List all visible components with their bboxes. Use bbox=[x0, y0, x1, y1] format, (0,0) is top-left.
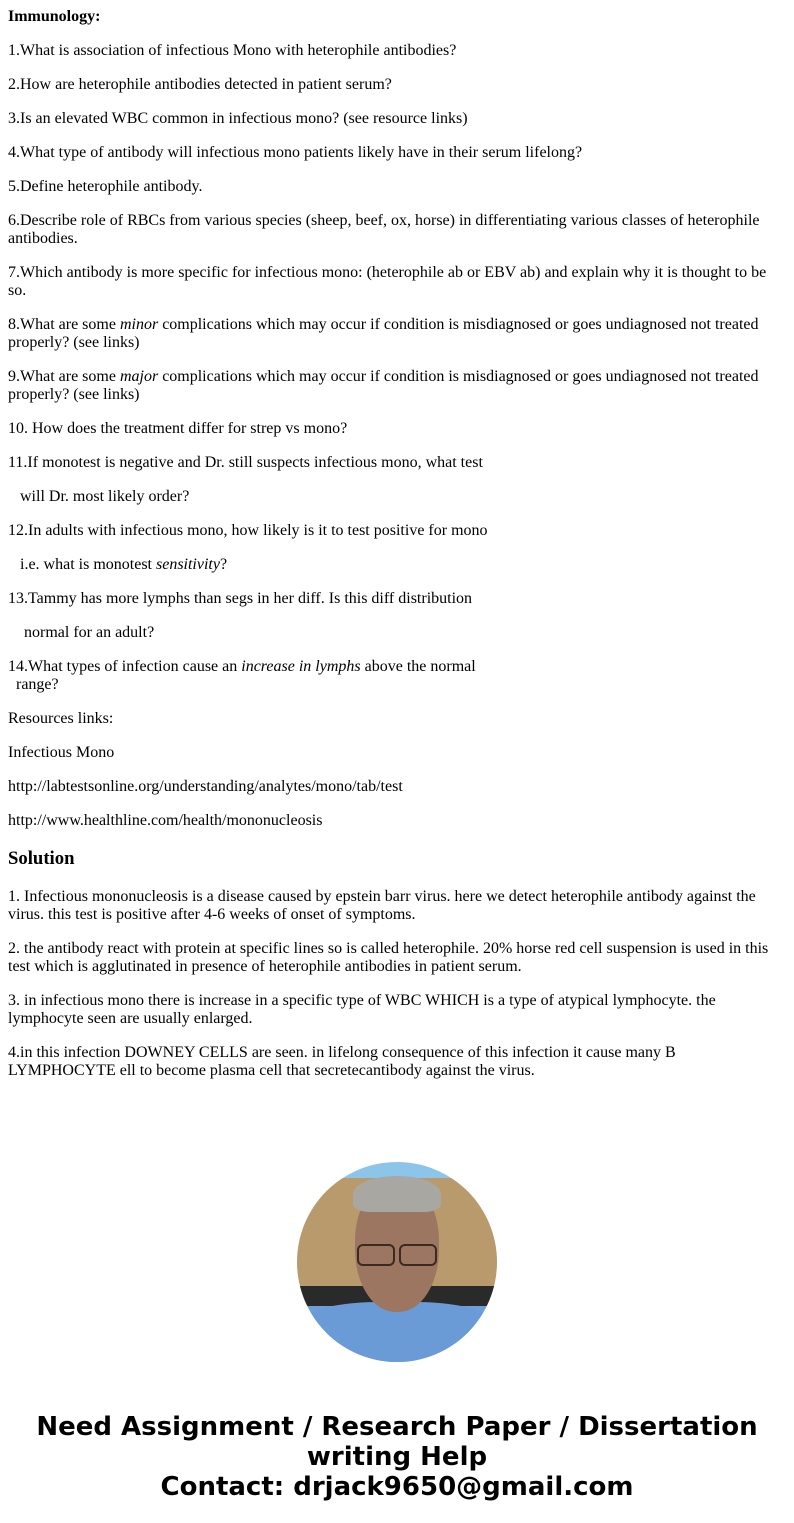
question-14 bbox=[8, 658, 786, 694]
question-10: 10. How does the treatment differ for strep vs mono? bbox=[8, 420, 348, 437]
question-9 bbox=[8, 368, 786, 404]
author-photo bbox=[297, 1162, 497, 1362]
resources-topic: Infectious Mono bbox=[8, 744, 115, 761]
question-11-cont: will Dr. most likely order? bbox=[20, 488, 190, 505]
text: 14.What types of infection cause an bbox=[8, 658, 242, 675]
banner-contact: Contact: drjack9650@gmail.com bbox=[160, 1472, 634, 1502]
question-12-cont bbox=[8, 556, 786, 574]
question-13-cont: normal for an adult? bbox=[24, 624, 155, 641]
solution-heading: Solution bbox=[8, 848, 75, 869]
text: complications which may occur if condition is misdiagnosed or goes undiagnosed not treated properly? (see links) bbox=[8, 316, 759, 351]
emphasis: increase in lymphs bbox=[241, 658, 361, 675]
question-11: 11.If monotest is negative and Dr. still suspects infectious mono, what test bbox=[8, 454, 483, 471]
banner-headline: Need Assignment / Research Paper / Dissertation writing Help bbox=[36, 1412, 758, 1472]
emphasis: sensitivity bbox=[155, 556, 220, 573]
question-4: 4.What type of antibody will infectious mono patients likely have in their serum lifelong? bbox=[8, 144, 583, 161]
question-6: 6.Describe role of RBCs from various species (sheep, beef, ox, horse) in differentiating various classes of heterophile antibodies. bbox=[8, 212, 760, 247]
question-5: 5.Define heterophile antibody. bbox=[8, 178, 203, 195]
text: range? bbox=[16, 676, 59, 693]
resources-label: Resources links: bbox=[8, 710, 114, 727]
contact-banner bbox=[8, 1412, 786, 1502]
text: above the normal bbox=[360, 658, 476, 675]
text: complications which may occur if condition is misdiagnosed or goes undiagnosed not treated properly? (see links) bbox=[8, 368, 759, 403]
text: 8.What are some bbox=[8, 316, 120, 333]
resource-link-1: http://labtestsonline.org/understanding/analytes/mono/tab/test bbox=[8, 778, 403, 795]
text: i.e. what is monotest bbox=[20, 556, 156, 573]
resource-link-2: http://www.healthline.com/health/mononucleosis bbox=[8, 812, 323, 829]
author-photo-container bbox=[8, 1162, 786, 1362]
question-13: 13.Tammy has more lymphs than segs in her diff. Is this diff distribution bbox=[8, 590, 473, 607]
question-2: 2.How are heterophile antibodies detected in patient serum? bbox=[8, 76, 392, 93]
section-title: Immunology: bbox=[8, 8, 101, 25]
answer-3: 3. in infectious mono there is increase in a specific type of WBC WHICH is a type of atypical lymphocyte. the lymphocyte seen are usually enlarged. bbox=[8, 992, 716, 1027]
question-12: 12.In adults with infectious mono, how likely is it to test positive for mono bbox=[8, 522, 488, 539]
answer-2: 2. the antibody react with protein at specific lines so is called heterophile. 20% horse red cell suspension is used in this test which is agglutinated in presence of heterophile antibodies in patient serum. bbox=[8, 940, 769, 975]
answer-4: 4.in this infection DOWNEY CELLS are seen. in lifelong consequence of this infection it cause many B LYMPHOCYTE ell to become plasma cell that secretecantibody against the virus. bbox=[8, 1044, 676, 1079]
answer-1: 1. Infectious mononucleosis is a disease caused by epstein barr virus. here we detect heterophile antibody against the virus. this test is positive after 4-6 weeks of onset of symptoms. bbox=[8, 888, 756, 923]
text: ? bbox=[219, 556, 228, 573]
question-1: 1.What is association of infectious Mono with heterophile antibodies? bbox=[8, 42, 457, 59]
question-3: 3.Is an elevated WBC common in infectious mono? (see resource links) bbox=[8, 110, 468, 127]
text: 9.What are some bbox=[8, 368, 120, 385]
emphasis: minor bbox=[119, 316, 159, 333]
question-7: 7.Which antibody is more specific for infectious mono: (heterophile ab or EBV ab) and explain why it is thought to be so. bbox=[8, 264, 767, 299]
emphasis: major bbox=[119, 368, 159, 385]
question-8 bbox=[8, 316, 786, 352]
